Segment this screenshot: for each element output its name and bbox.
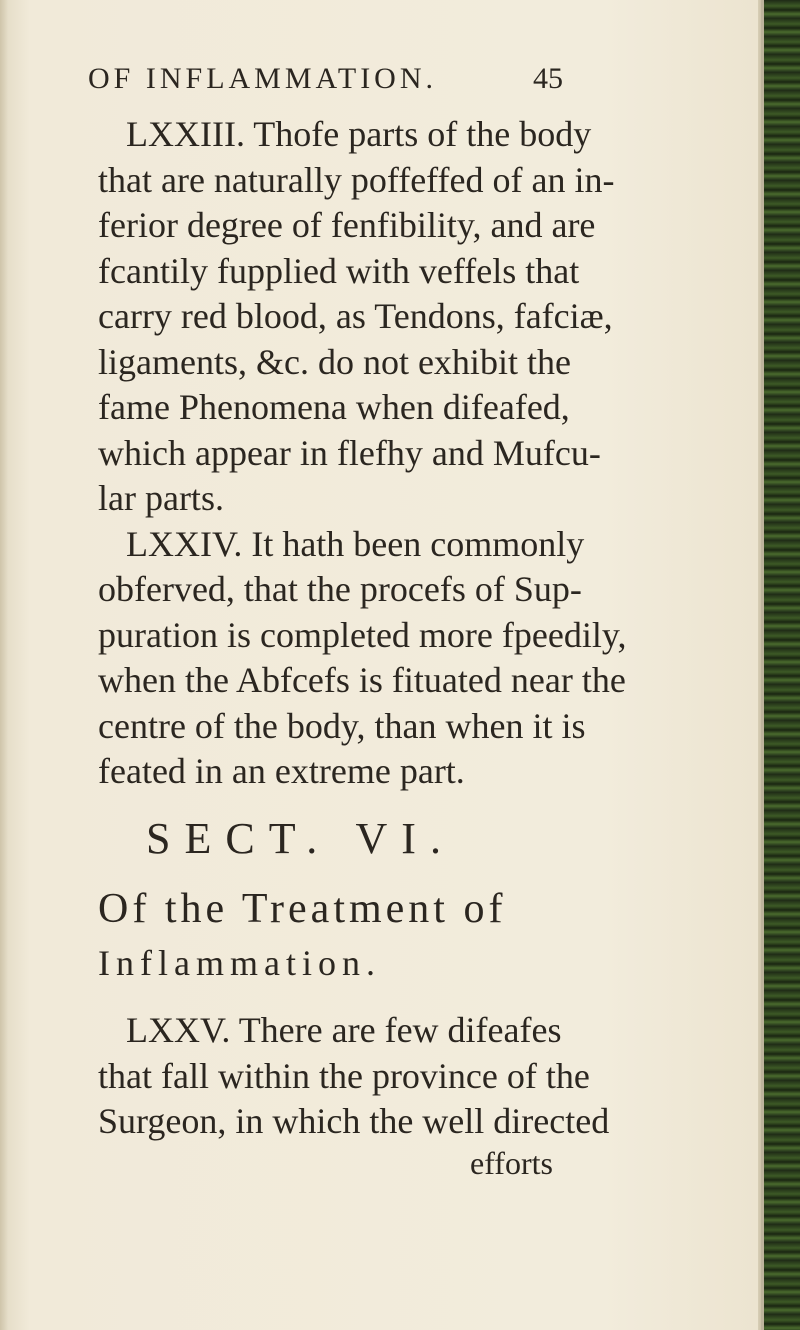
text-line: LXXIII. Thofe parts of the body: [126, 114, 592, 154]
page-header: [88, 62, 568, 102]
section-subheading: Of the Treatment of: [98, 886, 507, 932]
body-text-bottom: [98, 1008, 618, 1145]
text-line: lar parts.: [98, 478, 224, 518]
text-line: that fall within the province of the: [98, 1055, 590, 1096]
body-text-top: [98, 112, 627, 795]
text-line: feated in an extreme part.: [98, 751, 465, 791]
text-line: centre of the body, than when it is: [98, 705, 586, 746]
page-gutter-shadow: [0, 0, 8, 1330]
text-line: LXXV. There are few difeafes: [126, 1010, 562, 1050]
text-line: puration is completed more fpeedily,: [98, 614, 627, 655]
book-spine: [761, 0, 800, 1330]
section-heading: SECT. VI.: [146, 814, 455, 863]
section-subheading-continued: Inflammation.: [98, 943, 381, 983]
text-line: which appear in flefhy and Mufcu-: [98, 432, 601, 473]
text-line: ferior degree of fenfibility, and are: [98, 205, 596, 245]
text-line: fcantily fupplied with veffels that: [98, 250, 580, 291]
text-line: obferved, that the procefs of Sup-: [98, 569, 582, 609]
text-line: Surgeon, in which the well directed: [98, 1101, 610, 1141]
text-line: that are naturally poffeffed of an in-: [98, 159, 615, 200]
running-title: OF INFLAMMATION.: [88, 62, 438, 95]
text-line: when the Abfcefs is fituated near the: [98, 660, 626, 700]
text-line: carry red blood, as Tendons, fafciæ,: [98, 296, 613, 336]
text-line: fame Phenomena when difeafed,: [98, 387, 570, 427]
catchword: efforts: [470, 1145, 553, 1181]
page-number: 45: [533, 62, 563, 95]
text-line: LXXIV. It hath been commonly: [126, 523, 585, 564]
text-line: ligaments, &c. do not exhibit the: [98, 341, 571, 382]
